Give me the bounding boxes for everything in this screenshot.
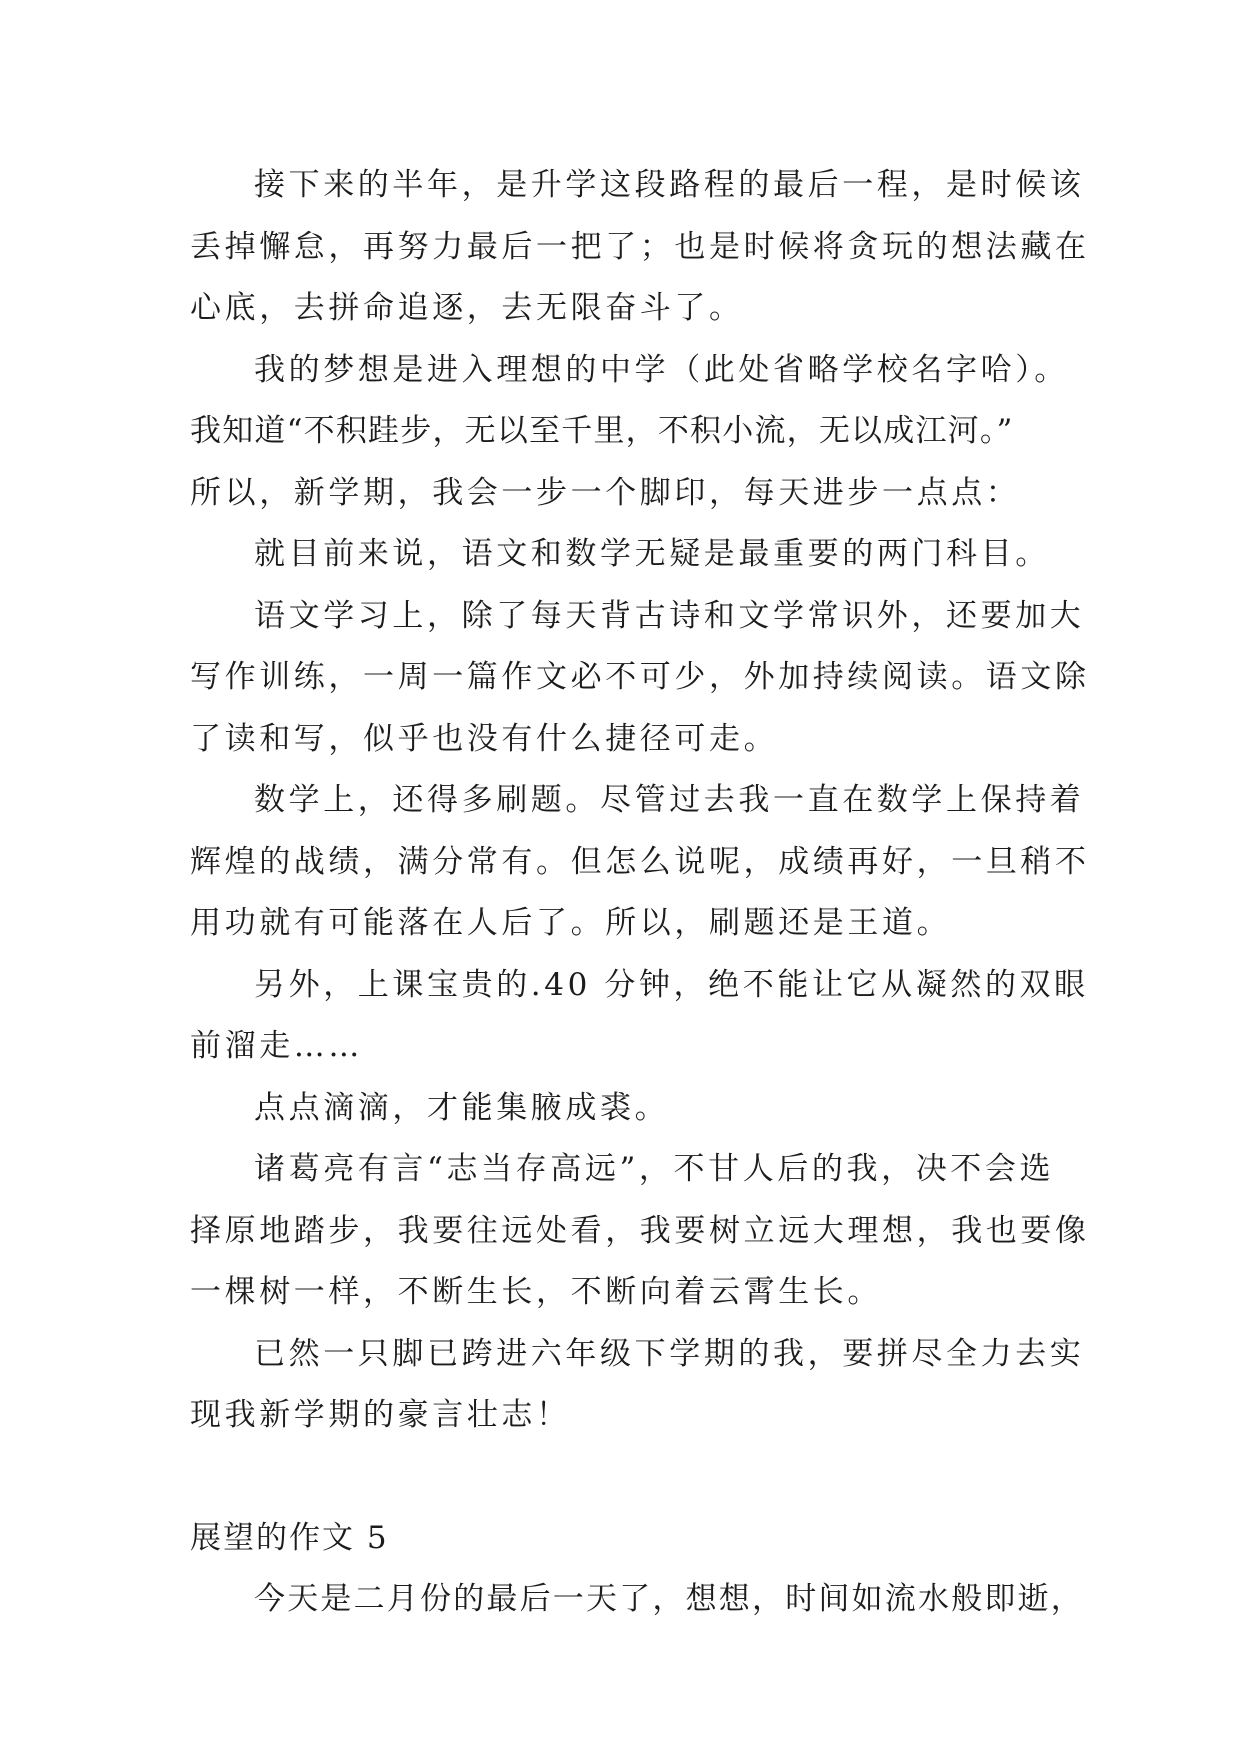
paragraph-line: 丢掉懈怠，再努力最后一把了；也是时候将贪玩的想法藏在 [190, 228, 1090, 265]
paragraph-line: 我的梦想是进入理想的中学（此处省略学校名字哈）。 [254, 351, 1069, 388]
paragraph-line: 用功就有可能落在人后了。所以，刷题还是王道。 [190, 905, 952, 941]
paragraph-line: 点点滴滴，才能集腋成裘。 [254, 1089, 670, 1126]
paragraph-line: 今天是二月份的最后一天了，想想，时间如流水般即逝， [254, 1581, 1084, 1617]
paragraph-line: 所以，新学期，我会一步一个脚印，每天进步一点点： [190, 474, 1021, 511]
paragraph-line: 心底，去拼命追逐，去无限奋斗了。 [190, 290, 744, 326]
paragraph-after-heading [190, 1569, 1084, 1631]
paragraph-line: 另外，上课宝贵的.40 分钟，绝不能让它从凝然的双眼 [254, 966, 1089, 1003]
paragraph-line: 前溜走…… [190, 1028, 363, 1064]
paragraph-4 [190, 586, 1090, 771]
paragraph-line: 已然一只脚已跨进六年级下学期的我，要拼尽全力去实 [254, 1335, 1085, 1372]
paragraph-1 [190, 155, 1090, 340]
paragraph-2 [190, 340, 1070, 525]
paragraph-7 [190, 1078, 1070, 1140]
paragraph-9 [190, 1324, 1085, 1447]
paragraph-line: 写作训练，一周一篇作文必不可少，外加持续阅读。语文除 [190, 659, 1090, 695]
section-heading: 展望的作文 5 [190, 1519, 389, 1556]
paragraph-line: 数学上，还得多刷题。尽管过去我一直在数学上保持着 [254, 782, 1085, 818]
paragraph-line: 辉煌的战绩，满分常有。但怎么说呢，成绩再好，一旦稍不 [190, 843, 1090, 880]
paragraph-line: 择原地踏步，我要往远处看，我要树立远大理想，我也要像 [190, 1212, 1090, 1249]
paragraph-5 [190, 770, 1090, 955]
paragraph-8 [190, 1139, 1090, 1324]
paragraph-line: 语文学习上，除了每天背古诗和文学常识外，还要加大 [254, 597, 1085, 634]
paragraph-line: 诸葛亮有言“志当存高远”，不甘人后的我，决不会选 [254, 1151, 1055, 1187]
paragraph-line: 接下来的半年，是升学这段路程的最后一程，是时候该 [254, 167, 1085, 203]
paragraph-6 [190, 955, 1089, 1078]
paragraph-line: 现我新学期的豪言壮志！ [190, 1397, 571, 1433]
paragraph-line: 我知道“不积跬步，无以至千里，不积小流，无以成江河。” [190, 413, 1014, 449]
paragraph-line: 一棵树一样，不断生长，不断向着云霄生长。 [190, 1274, 882, 1310]
paragraph-line: 就目前来说，语文和数学无疑是最重要的两门科目。 [254, 536, 1050, 572]
document-body [190, 155, 1090, 1631]
paragraph-3 [190, 524, 1070, 586]
paragraph-line: 了读和写，似乎也没有什么捷径可走。 [190, 720, 779, 757]
